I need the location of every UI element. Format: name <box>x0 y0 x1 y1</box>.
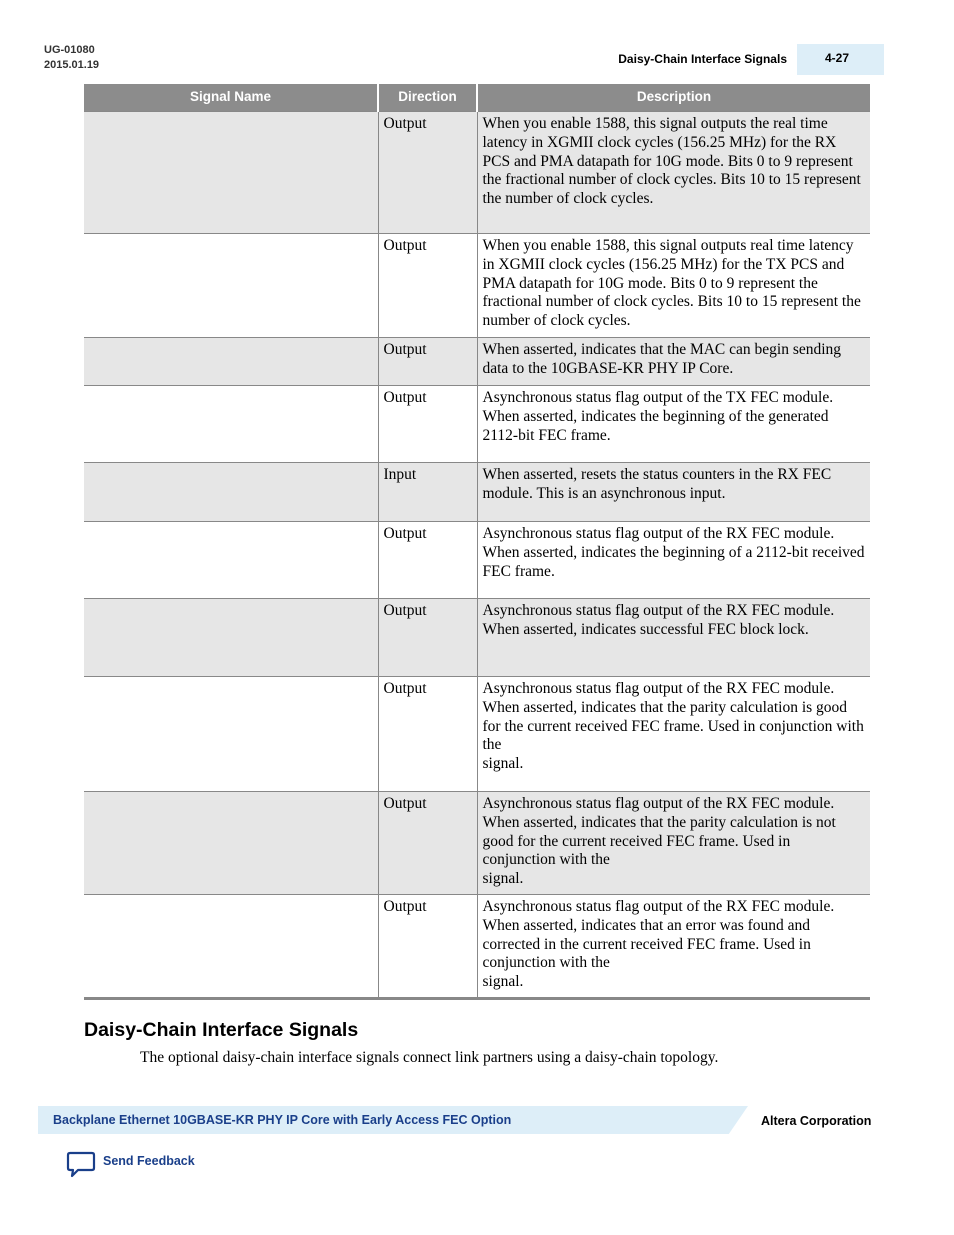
doc-date: 2015.01.19 <box>44 59 100 71</box>
direction-cell: Output <box>378 386 477 463</box>
table-row <box>84 599 870 677</box>
column-header-signal-name: Signal Name <box>84 84 378 112</box>
send-feedback-link[interactable]: Send Feedback <box>103 1154 195 1168</box>
footer-company: Altera Corporation <box>761 1114 872 1128</box>
signal-table <box>84 84 870 1000</box>
direction-cell: Output <box>378 677 477 792</box>
direction-cell: Output <box>378 792 477 895</box>
description-text: Asynchronous status flag output of the RX FEC module. When asserted, indicates that the parity calculation is not good for the current received FEC frame. Used in conjunction with the <box>482 795 836 869</box>
direction-cell: Output <box>378 522 477 599</box>
table-row <box>84 522 870 599</box>
description-text: Asynchronous status flag output of the RX FEC module. When asserted, indicates that the parity calculation is good for the current received FEC frame. Used in conjunction with the <box>482 680 864 754</box>
table-row <box>84 792 870 895</box>
signal-name-cell <box>84 599 378 677</box>
section-heading: Daisy-Chain Interface Signals <box>84 1019 359 1041</box>
column-header-direction: Direction <box>378 84 477 112</box>
signal-name-cell <box>84 895 378 999</box>
direction-cell: Output <box>378 234 477 338</box>
table-row <box>84 677 870 792</box>
doc-meta <box>44 43 99 73</box>
page-number-tab <box>797 44 884 75</box>
speech-bubble-icon <box>66 1151 96 1179</box>
description-cell <box>477 792 870 895</box>
direction-cell: Output <box>378 112 477 234</box>
description-tail: signal. <box>482 870 524 888</box>
table-row <box>84 112 870 234</box>
direction-cell: Output <box>378 599 477 677</box>
signal-name-cell <box>84 463 378 522</box>
description-text: Asynchronous status flag output of the RX FEC module. When asserted, indicates that an error was found and corrected in the current received FEC frame. Used in conjunction with the <box>482 898 835 972</box>
description-cell <box>477 895 870 999</box>
signal-name-cell <box>84 234 378 338</box>
description-cell: Asynchronous status flag output of the TX FEC module. When asserted, indicates the beginning of the generated 2112-bit FEC frame. <box>477 386 870 463</box>
description-cell: When asserted, resets the status counters in the RX FEC module. This is an asynchronous input. <box>477 463 870 522</box>
section-body-text: The optional daisy-chain interface signals connect link partners using a daisy-chain topology. <box>140 1049 719 1066</box>
description-cell: Asynchronous status flag output of the RX FEC module. When asserted, indicates the beginning of a 2112-bit received FEC frame. <box>477 522 870 599</box>
signal-name-cell <box>84 338 378 386</box>
page-number: 4-27 <box>825 51 850 65</box>
footer-doc-title-link[interactable]: Backplane Ethernet 10GBASE-KR PHY IP Core with Early Access FEC Option <box>53 1113 512 1127</box>
description-cell: When you enable 1588, this signal outputs real time latency in XGMII clock cycles (156.25 MHz) for the TX PCS and PMA datapath for 10G mode. Bits 0 to 9 represent the fractional number of clock cycles. Bits 10 to 15 represent the number of clock cycles. <box>477 234 870 338</box>
table-row <box>84 895 870 999</box>
running-header-title: Daisy-Chain Interface Signals <box>618 52 787 66</box>
signal-name-cell <box>84 522 378 599</box>
direction-cell: Output <box>378 338 477 386</box>
description-cell: Asynchronous status flag output of the RX FEC module. When asserted, indicates successful FEC block lock. <box>477 599 870 677</box>
description-cell: When you enable 1588, this signal outputs the real time latency in XGMII clock cycles (156.25 MHz) for the RX PCS and PMA datapath for 10G mode. Bits 0 to 9 represent the fractional number of clock cycles. Bits 10 to 15 represent the number of clock cycles. <box>477 112 870 234</box>
description-cell: When asserted, indicates that the MAC can begin sending data to the 10GBASE-KR PHY IP Core. <box>477 338 870 386</box>
table-row <box>84 338 870 386</box>
table-row <box>84 463 870 522</box>
description-cell <box>477 677 870 792</box>
signal-name-cell <box>84 677 378 792</box>
table-row <box>84 234 870 338</box>
description-tail: signal. <box>482 973 524 991</box>
signal-name-cell <box>84 386 378 463</box>
direction-cell: Output <box>378 895 477 999</box>
doc-id: UG-01080 <box>44 44 95 56</box>
column-header-description: Description <box>477 84 870 112</box>
description-tail: signal. <box>482 755 524 773</box>
signal-name-cell <box>84 792 378 895</box>
direction-cell: Input <box>378 463 477 522</box>
signal-name-cell <box>84 112 378 234</box>
table-row <box>84 386 870 463</box>
table-header-row <box>84 84 870 112</box>
